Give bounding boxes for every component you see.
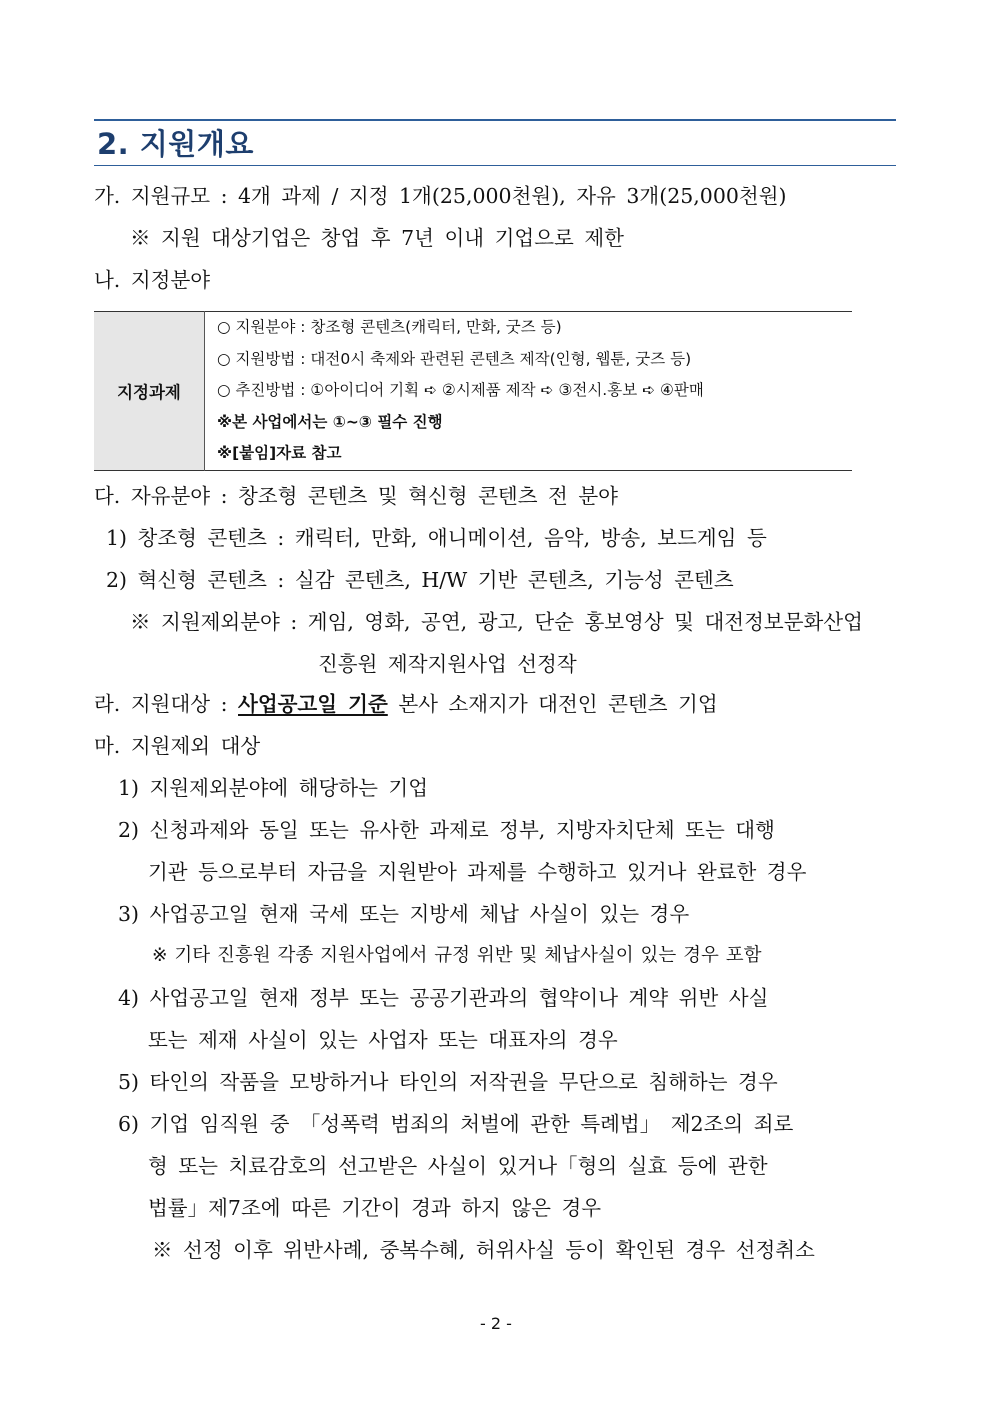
note-selection-cancel: ※ 선정 이후 위반사례, 중복수혜, 허위사실 등이 확인된 경우 선정취소 — [152, 1238, 815, 1262]
note-exclusion-3: ※ 기타 진흥원 각종 지원사업에서 규정 위반 및 체납사실이 있는 경우 포함 — [152, 945, 762, 966]
exclusion-3: 3) 사업공고일 현재 국세 또는 지방세 체납 사실이 있는 경우 — [118, 902, 690, 926]
ra-emphasis: 사업공고일 기준 — [238, 692, 388, 716]
table-label-designated-task: 지정과제 — [94, 312, 205, 471]
section-title: 2. 지원개요 — [97, 127, 254, 161]
exclusion-6-cont-1: 형 또는 치료감호의 선고받은 사실이 있거나「형의 실효 등에 관한 — [148, 1154, 768, 1178]
page-number: - 2 - — [480, 1314, 512, 1333]
note-excluded-fields-cont: 진흥원 제작지원사업 선정작 — [318, 652, 577, 676]
ra-prefix: 라. 지원대상 : — [94, 692, 228, 716]
heading-top-rule — [94, 119, 896, 121]
item-ga-support-scale: 가. 지원규모 : 4개 과제 / 지정 1개(25,000천원), 자유 3개(25,000천원) — [94, 184, 787, 208]
exclusion-4: 4) 사업공고일 현재 정부 또는 공공기관과의 협약이나 계약 위반 사실 — [118, 986, 769, 1010]
exclusion-1: 1) 지원제외분야에 해당하는 기업 — [118, 776, 429, 800]
item-da-free-field: 다. 자유분야 : 창조형 콘텐츠 및 혁신형 콘텐츠 전 분야 — [94, 484, 618, 508]
table-body — [205, 312, 853, 471]
exclusion-4-cont: 또는 제재 사실이 있는 사업자 또는 대표자의 경우 — [148, 1028, 618, 1052]
exclusion-5: 5) 타인의 작품을 모방하거나 타인의 저작권을 무단으로 침해하는 경우 — [118, 1070, 778, 1094]
item-ma-exclusions: 마. 지원제외 대상 — [94, 734, 261, 758]
exclusion-2-cont: 기관 등으로부터 자금을 지원받아 과제를 수행하고 있거나 완료한 경우 — [148, 860, 807, 884]
designated-task-table — [94, 311, 852, 471]
table-row-required-note: ※본 사업에서는 ①~③ 필수 진행 — [217, 412, 443, 431]
note-excluded-fields: ※ 지원제외분야 : 게임, 영화, 공연, 광고, 단순 홍보영상 및 대전정보문화산업 — [130, 610, 863, 634]
item-da-creative-content: 1) 창조형 콘텐츠 : 캐릭터, 만화, 애니메이션, 음악, 방송, 보드게임 등 — [106, 526, 767, 550]
table-row-support-method: ○ 지원방법 : 대전0시 축제와 관련된 콘텐츠 제작(인형, 웹툰, 굿즈 등) — [217, 349, 692, 368]
table-row-attachment-note: ※[붙임]자료 참고 — [217, 444, 342, 462]
exclusion-2: 2) 신청과제와 동일 또는 유사한 과제로 정부, 지방자치단체 또는 대행 — [118, 818, 775, 842]
item-da-innovative-content: 2) 혁신형 콘텐츠 : 실감 콘텐츠, H/W 기반 콘텐츠, 기능성 콘텐츠 — [106, 568, 734, 592]
item-ra-target — [94, 690, 718, 718]
exclusion-6: 6) 기업 임직원 중 「성폭력 범죄의 처벌에 관한 특례법」 제2조의 죄로 — [118, 1112, 794, 1136]
item-na-designated-field: 나. 지정분야 — [94, 268, 211, 292]
note-startup-limit: ※ 지원 대상기업은 창업 후 7년 이내 기업으로 제한 — [130, 226, 624, 250]
heading-bottom-rule — [94, 165, 896, 166]
table-row-process-method: ○ 추진방법 : ①아이디어 기획 ➪ ②시제품 제작 ➪ ③전시.홍보 ➪ ④판매 — [217, 381, 704, 399]
table-row-support-field: ○ 지원분야 : 창조형 콘텐츠(캐릭터, 만화, 굿즈 등) — [217, 318, 562, 336]
exclusion-6-cont-2: 법률」제7조에 따른 기간이 경과 하지 않은 경우 — [148, 1196, 602, 1220]
ra-suffix: 본사 소재지가 대전인 콘텐츠 기업 — [398, 692, 718, 716]
